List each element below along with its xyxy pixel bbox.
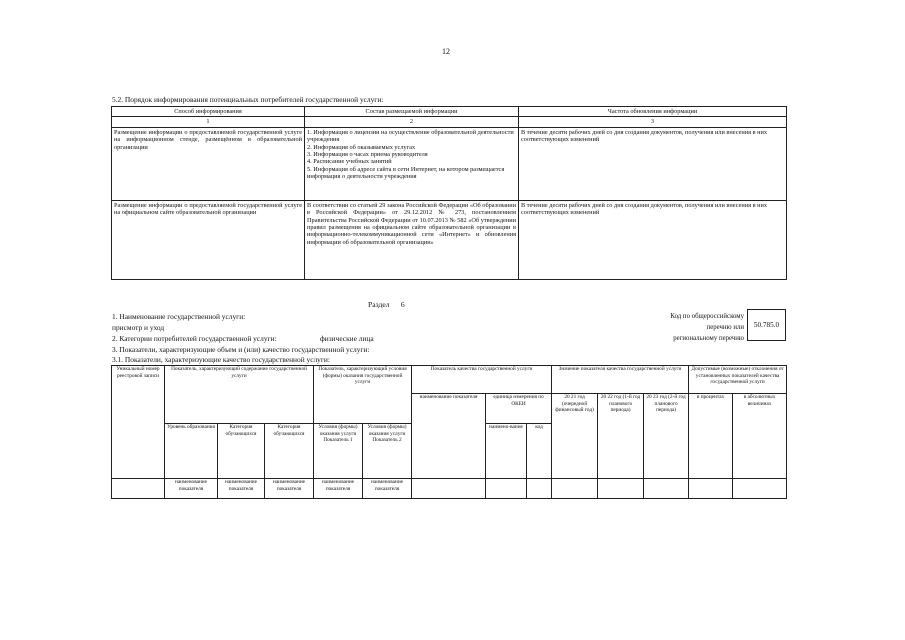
method-cell: Размещение информации о предоставляемой государственной услуге на официальном сайте образовательной организации — [112, 200, 305, 279]
footer-cell — [552, 479, 598, 499]
footer-indicator-label: наименование показателя — [363, 479, 412, 499]
footer-indicator-label: наименование показателя — [165, 479, 218, 499]
col-number: 1 — [112, 117, 305, 127]
method-cell: Размещение информации о предоставляемой государственной услуге на информационном стенде, размещённом в образовательной организации — [112, 127, 305, 200]
col-number: 3 — [519, 117, 787, 127]
year-2-header: 20 22 год (1-й год планового периода) — [598, 394, 644, 479]
footer-cell — [598, 479, 644, 499]
condition-col: Условия (формы) оказания услуги Показатель 2 — [363, 424, 412, 479]
deviation-absolute-header: в абсолютных величинах — [733, 394, 787, 479]
code-label-line: Код по общероссийскому — [670, 313, 744, 320]
content-line: 4. Расписание учебных занятий — [307, 158, 392, 166]
conditions-indicator-header: Показатель, характеризующий условия (формы) оказания государственной услуги — [314, 366, 412, 424]
year-1-header: 20 21 год (очередной финансовый год) — [552, 394, 598, 479]
content-line: 2. Информация об оказываемых услугах — [307, 143, 416, 151]
unit-name-header: наимено-вание — [486, 424, 527, 479]
footer-indicator-label: наименование показателя — [314, 479, 363, 499]
consumers-value: физические лица — [320, 334, 374, 343]
frequency-cell: В течение десяти рабочих дней со дня создания документов, получения или внесения в них соответствующих изменений — [519, 200, 787, 279]
content-col: Категория обучающихся — [265, 424, 314, 479]
content-col: Уровень образования — [165, 424, 218, 479]
footer-indicator-label: наименование показателя — [218, 479, 265, 499]
unit-code-header: код — [527, 424, 552, 479]
content-indicator-header: Показатель, характеризующий содержание государственной услуги — [165, 366, 314, 424]
footer-cell — [112, 479, 165, 499]
header-content: Состав размещаемой информации — [305, 107, 519, 117]
quality-values-header: Значение показателя качества государственной услуги — [552, 366, 689, 394]
footer-cell — [689, 479, 733, 499]
section-heading — [368, 300, 405, 309]
condition-col: Условия (формы) оказания услуги Показатель 1 — [314, 424, 363, 479]
section-number: 6 — [400, 300, 405, 309]
page-number: 12 — [442, 47, 450, 56]
code-label — [612, 311, 744, 345]
footer-cell — [644, 479, 689, 499]
service-name-label: 1. Наименование государственной услуги: — [112, 312, 246, 321]
content-cell — [305, 127, 519, 200]
quality-table — [111, 365, 787, 499]
quality-indicator-header: Показатель качества государственной услуги — [412, 366, 552, 394]
deviation-percent-header: в процентах — [689, 394, 733, 479]
unit-header: единица измерения по ОКЕИ — [486, 394, 552, 424]
header-method: Способ информирования — [112, 107, 305, 117]
code-label-line: перечню или — [706, 324, 744, 332]
footer-cell — [412, 479, 486, 499]
indicators-label: 3. Показатели, характеризующие объем и (или) качество государственной услуги: — [112, 345, 370, 354]
frequency-cell: В течение десяти рабочих дней со дня создания документов, получения или внесения в них соответствующих изменений — [519, 127, 787, 200]
content-line: 3. Информация о часах приема руководителя — [307, 151, 428, 159]
service-name-value: присмотр и уход — [112, 323, 165, 332]
year-3-header: 20 23 год (2-й год планового периода) — [644, 394, 689, 479]
content-line: 5. Информация об адресе сайта в сети Интернет, на котором размещается информация о деятельности учреждения — [307, 165, 505, 181]
section-label: Раздел — [368, 300, 390, 309]
unique-number-header: Уникальный номер реестровой записи — [112, 366, 165, 479]
quality-indicators-label: 3.1. Показатели, характеризующие качество государственной услуги: — [112, 355, 330, 364]
footer-cell — [527, 479, 552, 499]
content-line: 1. Информация о лицензии на осуществление образовательной деятельности учреждения — [307, 128, 514, 144]
code-value: 50.785.0 — [747, 309, 786, 341]
code-label-line: региональному перечню — [673, 335, 744, 343]
informing-table — [111, 106, 787, 280]
consumers-label: 2. Категории потребителей государственной услуги: — [112, 334, 277, 343]
header-frequency: Частота обновления информации — [519, 107, 787, 117]
content-col: Категория обучающихся — [218, 424, 265, 479]
content-cell: В соответствии со статьей 29 закона Российской Федерации «Об образовании в Российской Федерации» от 29.12.2012 № 273, постановлением Правительства Российской Федерации от 10.07.2013 № 582 «Об утверждении правил размещения на официальном сайте образовательной организации в информационно-телекоммуникационной сети «Интернет» и обновления информации об образовательной организации» — [305, 200, 519, 279]
section-5-2-title: 5.2. Порядок информирования потенциальных потребителей государственной услуги: — [112, 95, 384, 104]
deviation-header: Допустимые (возможные) отклонения от установленных показателей качества государственной услуги — [689, 366, 787, 394]
col-number: 2 — [305, 117, 519, 127]
footer-indicator-label: наименование показателя — [265, 479, 314, 499]
indicator-name-header: наименование показателя — [412, 394, 486, 479]
footer-cell — [733, 479, 787, 499]
footer-cell — [486, 479, 527, 499]
